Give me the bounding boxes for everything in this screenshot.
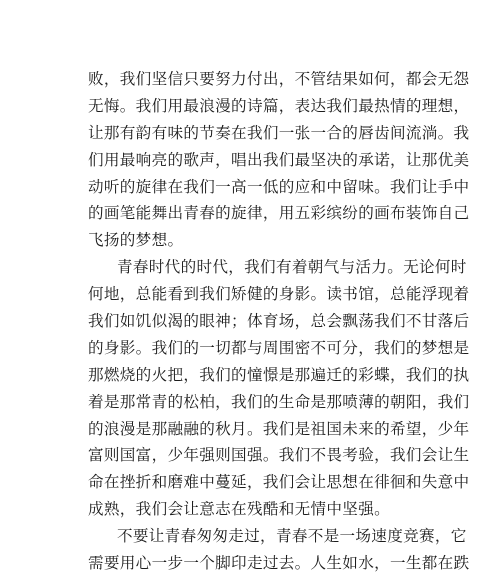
text-line-4: 们用最响亮的歌声，唱出我们最坚决的承诺，让那优美 xyxy=(88,150,470,169)
text-line-12: 那燃烧的火把，我们的憧憬是那遍迁的彩蝶，我们的执 xyxy=(88,365,470,384)
text-line-10: 我们如饥似渴的眼神；体育场，总会飘荡我们不甘落后 xyxy=(88,312,470,331)
text-line-7: 飞扬的梦想。 xyxy=(88,231,184,250)
text-line-1: 败，我们坚信只要努力付出，不管结果如何，都会无怨 xyxy=(88,70,470,88)
text-line-14: 的浪漫是那融融的秋月。我们是祖国未来的希望，少年 xyxy=(88,419,470,438)
text-line-17: 成熟，我们会让意志在残酷和无情中坚强。 xyxy=(88,500,390,519)
text-line-15: 富则国富，少年强则国强。我们不畏考验，我们会让生 xyxy=(88,446,470,465)
text-line-16: 命在挫折和磨难中蔓延，我们会让思想在徘徊和失意中 xyxy=(88,473,470,492)
text-line-19: 需要用心一步一个脚印走过去。人生如水，一生都在跌 xyxy=(88,554,470,573)
paragraph-start-line-8: 青春时代的时代，我们有着朝气与活力。无论何时 xyxy=(117,258,467,277)
text-line-3: 让那有韵有味的节奏在我们一张一合的唇齿间流淌。我 xyxy=(88,123,470,142)
text-line-13: 着是那常青的松柏，我们的生命是那喷薄的朝阳，我们 xyxy=(88,392,470,411)
document-body xyxy=(88,66,470,577)
text-line-11: 的身影。我们的一切都与周围密不可分，我们的梦想是 xyxy=(88,338,470,357)
text-line-2: 无悔。我们用最浪漫的诗篇，表达我们最热情的理想， xyxy=(88,96,470,115)
paragraph-start-line-18: 不要让青春匆匆走过，青春不是一场速度竞赛，它 xyxy=(117,527,467,546)
text-line-9: 何地，总能看到我们矫健的身影。读书馆，总能浮现着 xyxy=(88,285,470,304)
text-line-5: 动听的旋律在我们一高一低的应和中留味。我们让手中 xyxy=(88,177,470,196)
text-line-6: 的画笔能舞出青春的旋律，用五彩缤纷的画布装饰自己 xyxy=(88,204,470,223)
